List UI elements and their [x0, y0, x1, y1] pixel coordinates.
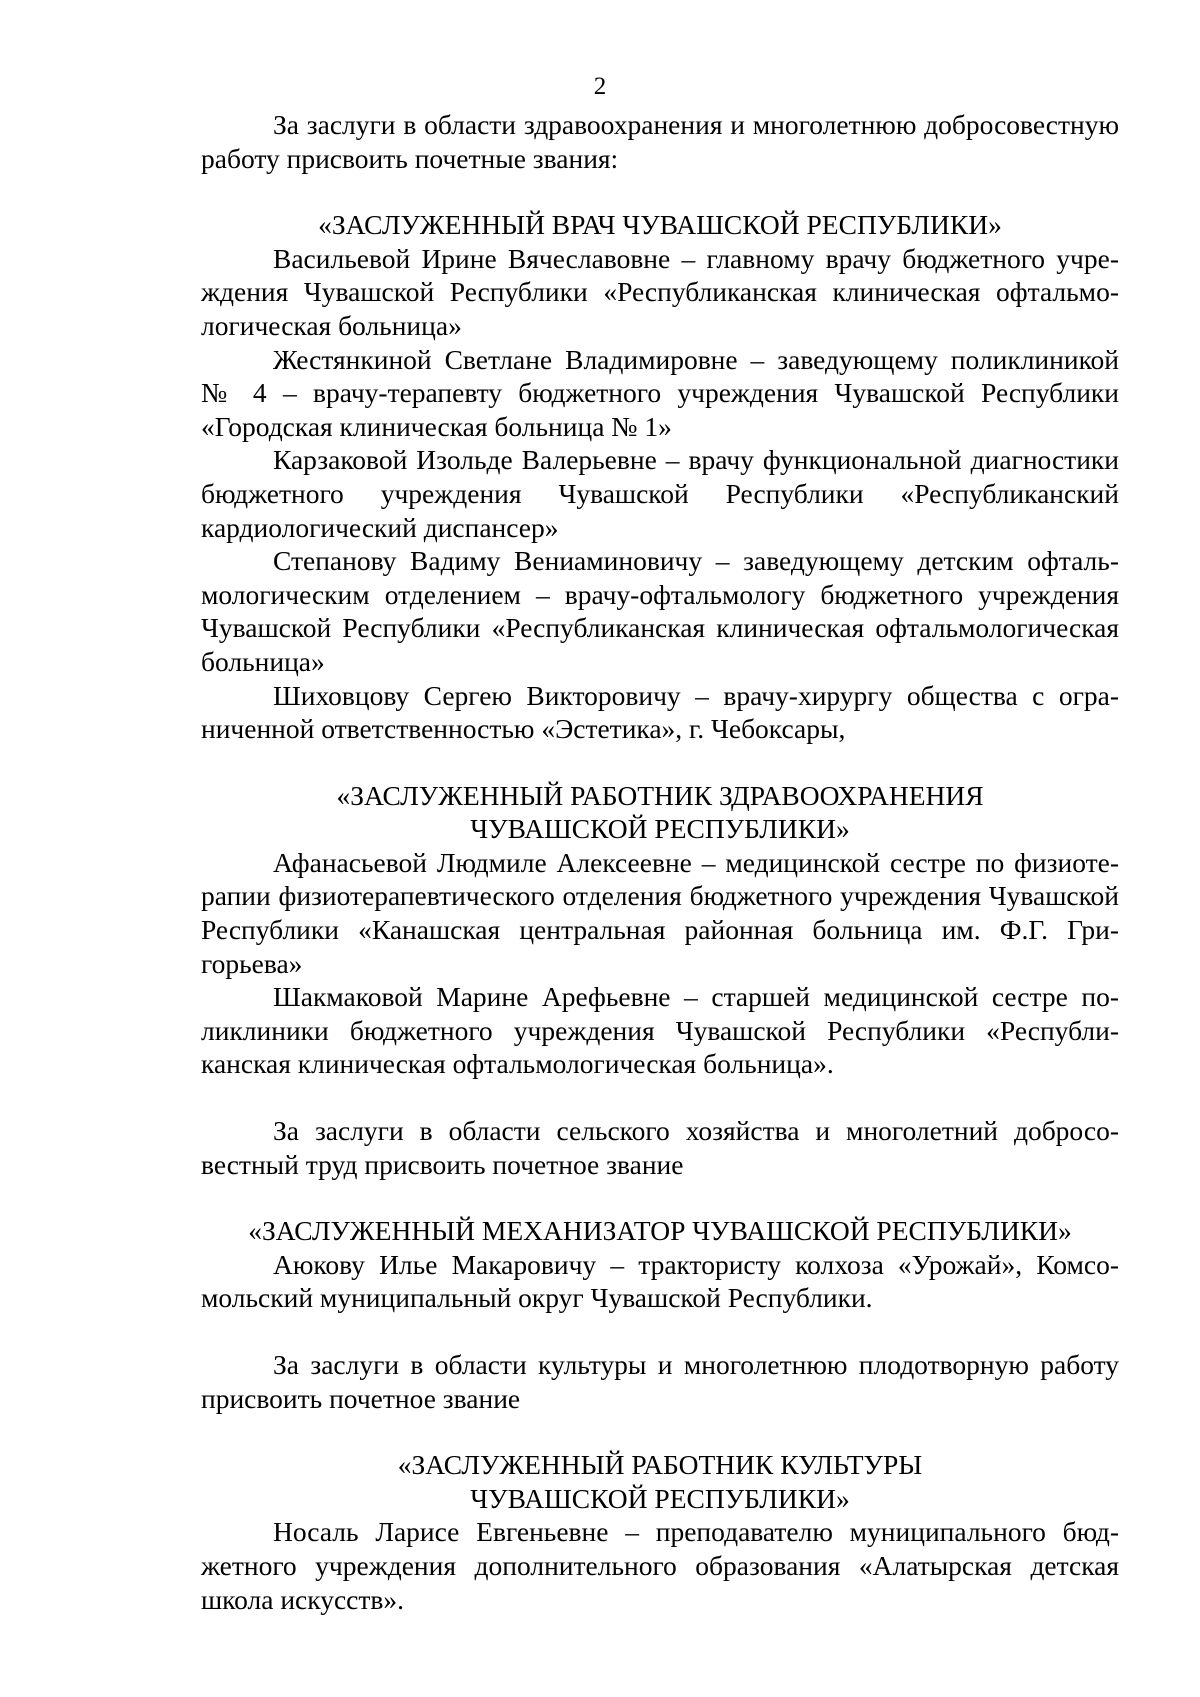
recipient-paragraph: Афанасьевой Людмиле Алексеевне – медицинской сестре по физиотерапии физиотерапевтического отделения бюджетного учреждения Чувашской Республики «Канашская центральная районная больница им. Ф.Г. Григорьева» — [201, 846, 1119, 979]
section-culture — [201, 1348, 1119, 1616]
award-title: «ЗАСЛУЖЕННЫЙ МЕХАНИЗАТОР ЧУВАШСКОЙ РЕСПУБЛИКИ» — [248, 1215, 1072, 1247]
award-title: ЧУВАШСКОЙ РЕСПУБЛИКИ» — [470, 813, 850, 845]
award-block — [201, 1448, 1119, 1616]
section-intro: За заслуги в области сельского хозяйства и многолетний добросовестный труд присвоить почетное звание — [201, 1115, 1119, 1180]
section-agriculture — [201, 1114, 1119, 1315]
section-intro: За заслуги в области культуры и многолетнюю плодотворную работу присвоить почетное звание — [201, 1349, 1119, 1414]
recipient-paragraph: Шиховцову Сергею Викторовичу – врачу-хирургу общества с ограниченной ответственностью «Эстетика», г. Чебоксары, — [201, 679, 1119, 745]
page-number: 2 — [593, 73, 607, 100]
award-block — [201, 208, 1119, 746]
award-title: ЧУВАШСКОЙ РЕСПУБЛИКИ» — [470, 1482, 850, 1514]
recipient-paragraph: Аюкову Илье Макаровичу – трактористу колхоза «Урожай», Комсомольский муниципальный округ Чувашской Республики. — [201, 1248, 1119, 1314]
section-intro: За заслуги в области здравоохранения и многолетнюю добросовестную работу присвоить почетные звания: — [201, 109, 1119, 174]
recipient-paragraph: Степанову Вадиму Вениаминовичу – заведующему детским офтальмологическим отделением – врачу-офтальмологу бюджетного учреждения Чувашской Республики «Республиканская клиническая офтальмологическая больница» — [201, 545, 1119, 677]
award-title: «ЗАСЛУЖЕННЫЙ ВРАЧ ЧУВАШСКОЙ РЕСПУБЛИКИ» — [318, 209, 1002, 241]
recipient-paragraph: Карзаковой Изольде Валерьевне – врачу функциональной диагностики бюджетного учреждения Чувашской Республики «Республиканский кардиологический диспансер» — [201, 444, 1119, 543]
recipient-paragraph: Васильевой Ирине Вячеславовне – главному врачу бюджетного учреждения Чувашской Республики «Республиканская клиническая офтальмологическая больница» — [201, 242, 1119, 341]
recipient-paragraph: Шакмаковой Марине Арефьевне – старшей медицинской сестре поликлиники бюджетного учреждения Чувашской Республики «Республиканская клиническая офтальмологическая больница». — [201, 981, 1119, 1080]
award-block — [201, 779, 1119, 1081]
section-healthcare — [201, 108, 1119, 1081]
decree-body — [201, 108, 1119, 1616]
award-block — [201, 1214, 1119, 1315]
award-title: «ЗАСЛУЖЕННЫЙ РАБОТНИК ЗДРАВООХРАНЕНИЯ — [336, 779, 984, 811]
recipient-paragraph: Носаль Ларисе Евгеньевне – преподавателю муниципального бюджетного учреждения дополнительного образования «Алатырская детская школа искусств». — [201, 1516, 1119, 1615]
recipient-paragraph: Жестянкиной Светлане Владимировне – заведующему поликлиникой № 4 – врачу-терапевту бюджетного учреждения Чувашской Республики «Городская клиническая больница № 1» — [201, 343, 1119, 442]
award-title: «ЗАСЛУЖЕННЫЙ РАБОТНИК КУЛЬТУРЫ — [397, 1449, 923, 1481]
